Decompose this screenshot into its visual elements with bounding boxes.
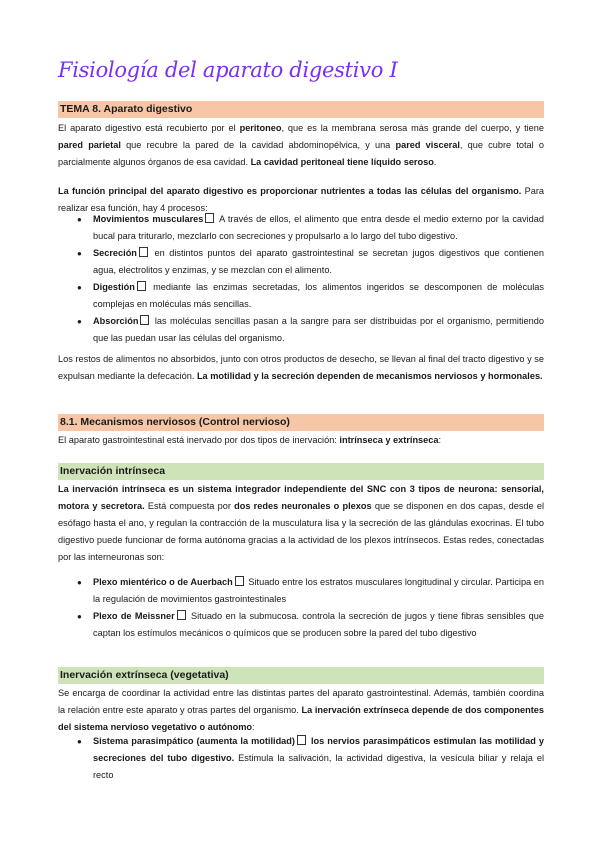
intrinseca-paragraph: La inervación intrínseca es un sistema integrador independiente del SNC con 3 tipos de neurona: sensorial, motora y secretora. Está compuesta por dos redes neuronales o plexos que se disponen en dos capas, desde el esófago hasta el ano, y regulan la contracción de la musculatura lisa y la secreción de las glándulas exocrinas. El tubo digestivo puede funcionar de forma autónoma gracias a la actividad de los plexos intrínsecos. Estas redes, conectadas por las interneuronas son:: [58, 484, 545, 562]
s81-paragraph: El aparato gastrointestinal está inervado por dos tipos de inervación: intrínseca y extrínseca:: [58, 435, 442, 445]
section-heading-extrinseca: Inervación extrínseca (vegetativa): [58, 667, 544, 684]
list-item: ● Secreción en distintos puntos del aparato gastrointestinal se secretan jugos digestivos que contienen agua, electrolitos y enzimas, y se mezclan con el alimento.: [77, 248, 544, 275]
missing-glyph-icon: [139, 247, 148, 257]
list-item: ● Sistema parasimpático (aumenta la motilidad) los nervios parasimpáticos estimulan las motilidad y secreciones del tubo digestivo. Estimula la salivación, la actividad digestiva, la vesícula biliar y relaja el recto: [77, 736, 544, 780]
page-title: Fisiología del aparato digestivo I: [58, 58, 398, 82]
missing-glyph-icon: [297, 735, 306, 745]
list-item: ● Absorción las moléculas sencillas pasan a la sangre para ser distribuidas por el organismo, permitiendo que las puedan usar las células del organismo.: [77, 316, 544, 343]
intro-paragraph: El aparato digestivo está recubierto por el peritoneo, que es la membrana serosa más grande del cuerpo, y tiene pared parietal que recubre la pared de la cavidad abdominopélvica, y una pared visceral, que cubre total o parcialmente algunos órganos de esa cavidad. La cavidad peritoneal tiene líquido seroso.: [58, 123, 544, 167]
procesos-list: [58, 211, 544, 347]
list-item: ● Digestión mediante las enzimas secretadas, los alimentos ingeridos se descomponen de moléculas complejas en moléculas más sencillas.: [77, 282, 544, 309]
missing-glyph-icon: [235, 576, 244, 586]
missing-glyph-icon: [137, 281, 146, 291]
missing-glyph-icon: [205, 213, 214, 223]
sistemas-list: [58, 733, 544, 784]
section-heading-intrinseca: Inervación intrínseca: [58, 463, 544, 480]
section-heading-8-1: 8.1. Mecanismos nerviosos (Control nervioso): [58, 414, 544, 431]
section-heading-tema8: TEMA 8. Aparato digestivo: [58, 101, 544, 118]
extrinseca-paragraph: Se encarga de coordinar la actividad entre las distintas partes del aparato gastrointestinal. Además, también coordina la relación entre este aparato y otras partes del organismo. La inervación extrínseca depende de dos componentes del sistema nervioso vegetativo o autónomo:: [58, 688, 544, 732]
plexos-list: [58, 574, 544, 642]
list-item: ● Plexo mientérico o de Auerbach Situado entre los estratos musculares longitudinal y circular. Participa en la regulación de movimientos gastrointestinales: [77, 577, 544, 604]
list-item: ● Movimientos musculares A través de ellos, el alimento que entra desde el medio externo por la cavidad bucal para triturarlo, mezclarlo con secreciones y propulsarlo a lo largo del tubo digestivo.: [77, 214, 544, 241]
missing-glyph-icon: [177, 610, 186, 620]
restos-paragraph: Los restos de alimentos no absorbidos, junto con otros productos de desecho, se llevan al final del tracto digestivo y se expulsan mediante la defecación. La motilidad y la secreción dependen de mecanismos nerviosos y hormonales.: [58, 354, 544, 381]
missing-glyph-icon: [140, 315, 149, 325]
list-item: ● Plexo de Meissner Situado en la submucosa. controla la secreción de jugos y tiene fibras sensibles que captan los estímulos mecánicos o químicos que se producen sobre la pared del tubo digestivo: [77, 611, 544, 638]
function-paragraph: La función principal del aparato digestivo es proporcionar nutrientes a todas las células del organismo. Para realizar esa función, hay 4 procesos:: [58, 186, 545, 213]
